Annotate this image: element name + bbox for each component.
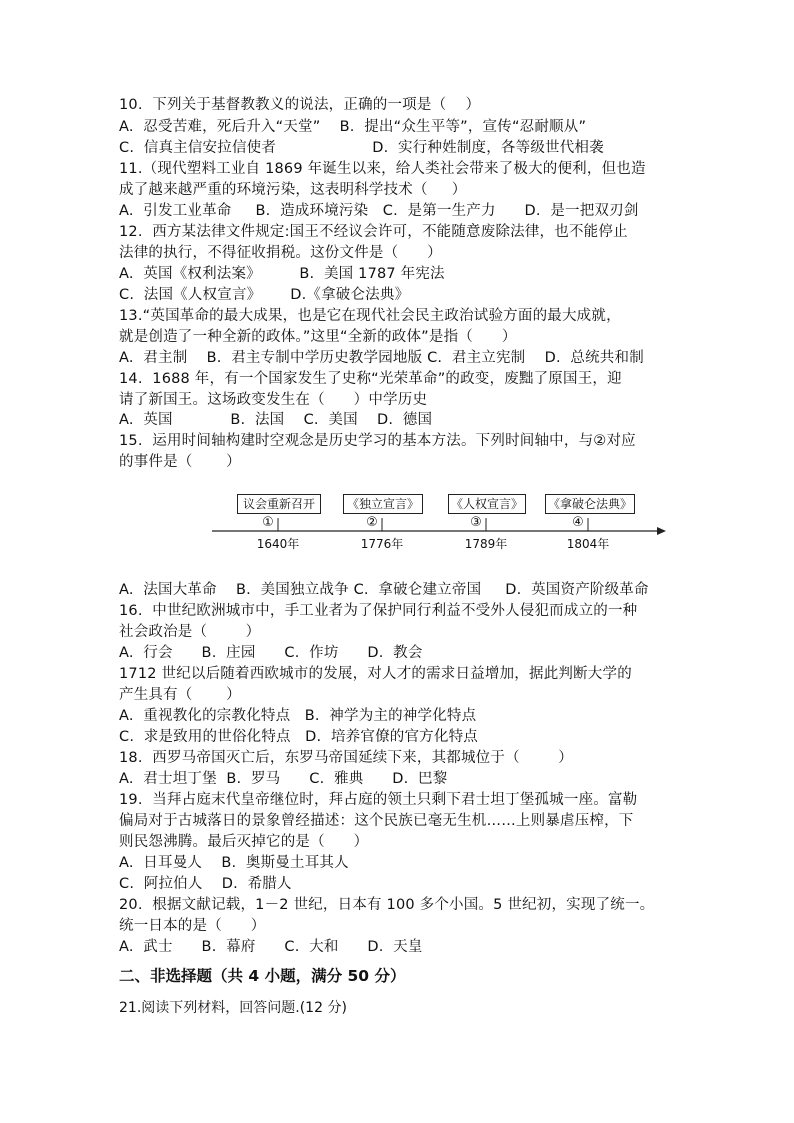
question-21-intro: 21.阅读下列材料，回答问题.(12 分) — [119, 1000, 347, 1016]
question-20-stem-cont: 统一日本的是（ ） — [119, 918, 266, 934]
question-12-stem-cont: 法律的执行，不得征收捐税。这份文件是（ ） — [119, 245, 442, 261]
timeline-number-3: ③ — [470, 515, 482, 530]
question-20-options: A. 武士 B. 幕府 C. 大和 D. 天皇 — [119, 939, 423, 955]
timeline-year-1: 1640年 — [256, 537, 300, 551]
timeline-event-3: 《人权宣言》 — [448, 494, 526, 514]
question-11-stem-cont: 成了越来越严重的环境污染，这表明科学技术（ ） — [119, 182, 467, 198]
timeline-number-4: ④ — [572, 515, 584, 530]
question-14-options: A. 英国 B. 法国 C. 美国 D. 德国 — [119, 412, 433, 428]
question-19-options-ab: A. 日耳曼人 B. 奥斯曼土耳其人 — [119, 855, 349, 871]
question-16-stem: 16. 中世纪欧洲城市中，手工业者为了保护同行利益不受外人侵犯而成立的一种 — [119, 603, 638, 619]
timeline-event-2: 《独立宣言》 — [343, 494, 423, 514]
question-20-stem: 20. 根据文献记载，1－2 世纪，日本有 100 多个小国。5 世纪初，实现了统一。 — [119, 897, 655, 913]
question-15-stem-cont: 的事件是（ ） — [119, 454, 241, 470]
question-19-options-cd: C. 阿拉伯人 D. 希腊人 — [119, 876, 292, 892]
question-10-options-cd: C. 信真主信安拉信使者 D. 实行种姓制度，各等级世代相袭 — [119, 140, 604, 156]
question-11-stem: 11.（现代塑料工业自 1869 年诞生以来，给人类社会带来了极大的便利，但也造 — [119, 161, 646, 177]
question-14-stem-cont: 请了新国王。这场政变发生在（ ）中学历史 — [119, 392, 428, 408]
question-14-stem: 14. 1688 年，有一个国家发生了史称“光荣革命”的政变，废黜了原国王，迎 — [119, 371, 622, 387]
question-13-stem-cont: 就是创造了一种全新的政体。”这里“全新的政体”是指（ ） — [119, 329, 517, 345]
question-16-options: A. 行会 B. 庄园 C. 作坊 D. 教会 — [119, 645, 423, 661]
question-12-options-ab: A. 英国《权利法案》 B. 美国 1787 年宪法 — [119, 266, 445, 282]
question-10-options-ab: A. 忍受苦难，死后升入“天堂” B. 提出“众生平等”，宣传“忍耐顺从” — [119, 119, 587, 135]
question-15-options: A. 法国大革命 B. 美国独立战争 C. 拿破仑建立帝国 D. 英国资产阶级革命 — [119, 582, 649, 598]
question-16-stem-cont: 社会政治是（ ） — [119, 624, 261, 640]
question-17-options-ab: A. 重视教化的宗教化特点 B. 神学为主的神学化特点 — [119, 708, 477, 724]
question-10-stem: 10. 下列关于基督教教义的说法，正确的一项是（ ） — [119, 97, 481, 113]
question-12-options-cd: C. 法国《人权宣言》 D.《拿破仑法典》 — [119, 287, 410, 303]
question-13-options: A. 君主制 B. 君主专制中学历史教学园地版 C. 君主立宪制 D. 总统共和制 — [119, 350, 644, 366]
question-11-options: A. 引发工业革命 B. 造成环境污染 C. 是第一生产力 D. 是一把双刃剑 — [119, 203, 639, 219]
question-13-stem: 13.“英国革命的最大成果，也是它在现代社会民主政治试验方面的最大成就， — [119, 308, 621, 324]
question-15-stem: 15. 运用时间轴构建时空观念是历史学习的基本方法。下列时间轴中，与②对应 — [119, 433, 636, 449]
timeline-year-3: 1789年 — [464, 537, 508, 551]
question-19-stem-cont-2: 则民怨沸腾。最后灭掉它的是（ ） — [119, 834, 369, 850]
timeline-event-1: 议会重新召开 — [237, 494, 321, 514]
section-heading: 二、非选择题（共 4 小题，满分 50 分） — [119, 967, 406, 985]
question-19-stem-cont: 偏局对于古城落日的景象曾经描述：这个民族已毫无生机……上则暴虐压榨，下 — [119, 813, 634, 829]
question-18-options: A. 君士坦丁堡 B. 罗马 C. 雅典 D. 巴黎 — [119, 771, 448, 787]
timeline-year-4: 1804年 — [566, 537, 610, 551]
question-17-stem: 1712 世纪以后随着西欧城市的发展，对人才的需求日益增加，据此判断大学的 — [119, 666, 632, 682]
timeline-number-2: ② — [366, 515, 378, 530]
question-12-stem: 12. 西方某法律文件规定:国王不经议会许可，不能随意废除法律，也不能停止 — [119, 224, 628, 240]
question-17-stem-cont: 产生具有（ ） — [119, 687, 241, 703]
timeline-year-2: 1776年 — [360, 537, 404, 551]
timeline-number-1: ① — [262, 515, 274, 530]
timeline-event-4: 《拿破仑法典》 — [545, 494, 635, 514]
arrow-right-icon — [657, 527, 666, 535]
question-18-stem: 18. 西罗马帝国灭亡后，东罗马帝国延续下来，其都城位于（ ） — [119, 750, 573, 766]
question-19-stem: 19. 当拜占庭末代皇帝继位时，拜占庭的领土只剩下君士坦丁堡孤城一座。富勒 — [119, 792, 638, 808]
question-17-options-cd: C. 求是致用的世俗化特点 D. 培养官僚的官方化特点 — [119, 729, 478, 745]
